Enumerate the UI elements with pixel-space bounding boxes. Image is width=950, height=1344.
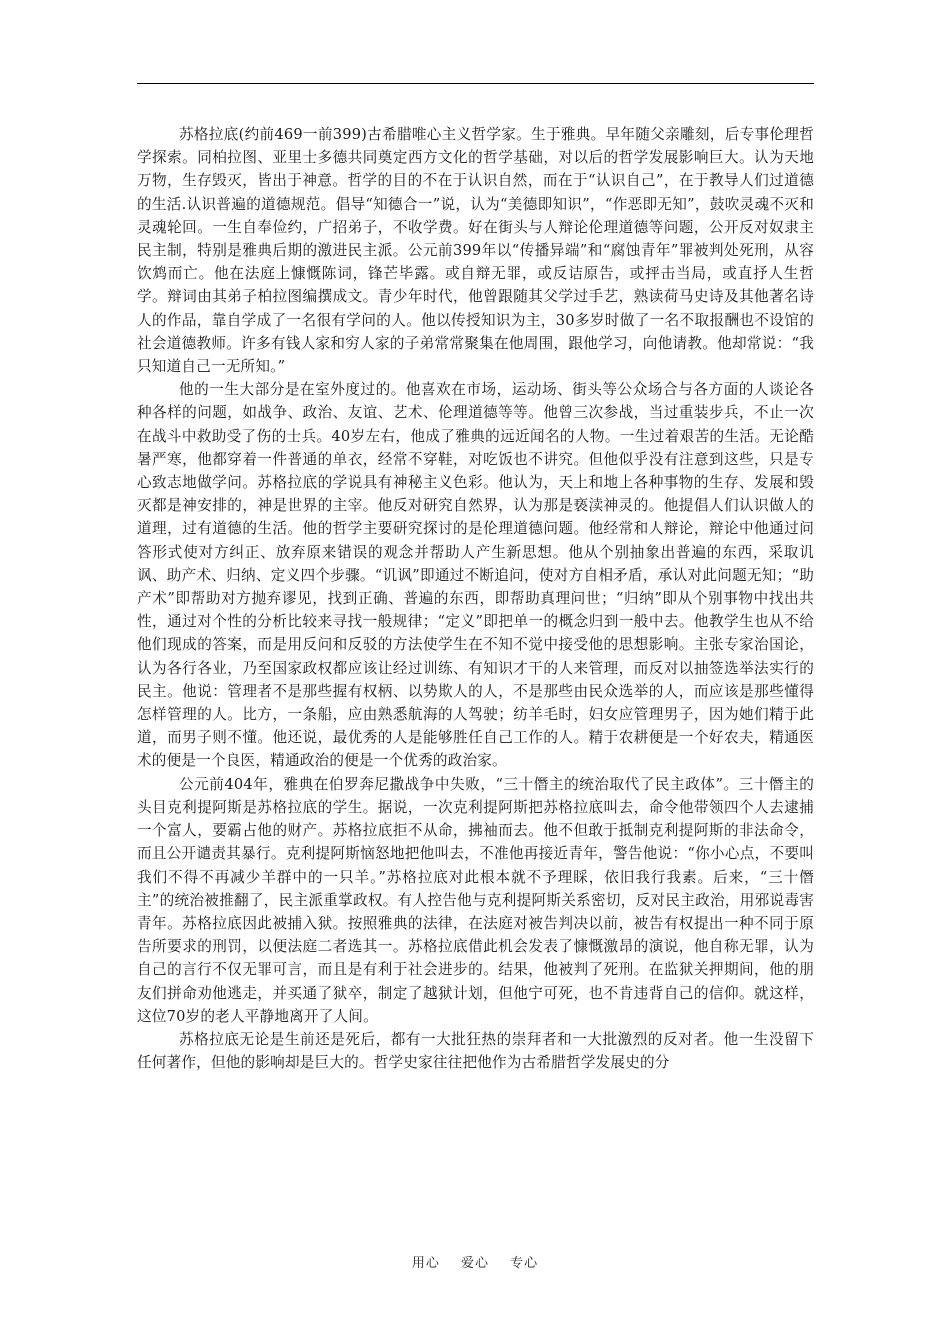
footer-item: 用心 <box>411 1256 440 1271</box>
paragraph: 苏格拉底(约前469一前399)古希腊唯心主义哲学家。生于雅典。早年随父亲雕刻，后专事伦理哲学探索。同柏拉图、亚里士多德共同奠定西方文化的哲学基础，对以后的哲学发展影响巨大。认为天地万物，生存毁灭，皆出于神意。哲学的目的不在于认识自然，而在于“认识自己”，在于教导人们过道德的生活.认识普遍的道德规范。倡导“知德合一”说，认为“美德即知识”，“作恶即无知”，鼓吹灵魂不灭和灵魂轮回。一生自奉俭约，广招弟子，不收学费。好在街头与人辩论伦理道德等问题，公开反对奴隶主民主制，特别是雅典后期的激进民主派。公元前399年以“传播异端”和“腐蚀青年”罪被判处死刑，从容饮鸩而亡。他在法庭上慷慨陈词，锋芒毕露。或自辩无罪，或反诘原告，或抨击当局，或直抒人生哲学。辩词由其弟子柏拉图编撰成文。青少年时代，他曾跟随其父学过手艺，熟读荷马史诗及其他著名诗人的作品，靠自学成了一名很有学问的人。他以传授知识为主，30多岁时做了一名不取报酬也不设馆的社会道德教师。许多有钱人家和穷人家的子弟常常聚集在他周围，跟他学习，向他请教。他却常说：“我只知道自己一无所知。” <box>137 126 814 376</box>
body-text <box>137 123 814 1074</box>
paragraph: 他的一生大部分是在室外度过的。他喜欢在市场，运动场、街头等公众场合与各方面的人谈论各种各样的问题，如战争、政治、友谊、艺术、伦理道德等等。他曾三次参战，当过重装步兵，不止一次在战斗中救助受了伤的士兵。40岁左右，他成了雅典的远近闻名的人物。一生过着艰苦的生活。无论酷暑严寒，他都穿着一件普通的单衣，经常不穿鞋，对吃饭也不讲究。但他似乎没有注意到这些，只是专心致志地做学问。苏格拉底的学说具有神秘主义色彩。他认为，天上和地上各种事物的生存、发展和毁灭都是神安排的，神是世界的主宰。他反对研究自然界，认为那是亵渎神灵的。他提倡人们认识做人的道理，过有道德的生活。他的哲学主要研究探讨的是伦理道德问题。他经常和人辩论，辩论中他通过问答形式使对方纠正、放弃原来错误的观念并帮助人产生新思想。他从个别抽象出普遍的东西，采取讥讽、助产术、归纳、定义四个步骤。“讥讽”即通过不断追问，使对方自相矛盾，承认对此问题无知；“助产术”即帮助对方抛弃谬见，找到正确、普遍的东西，即帮助真理问世；“归纳”即从个别事物中找出共性，通过对个性的分析比较来寻找一般规律；“定义”即把单一的概念归到一般中去。他教学生也从不给他们现成的答案，而是用反问和反驳的方法使学生在不知不觉中接受他的思想影响。主张专家治国论，认为各行各业，乃至国家政权都应该让经过训练、有知识才干的人来管理，而反对以抽签选举法实行的民主。他说：管理者不是那些握有权柄、以势欺人的人，不是那些由民众选举的人，而应该是那些懂得怎样管理的人。比方，一条船，应由熟悉航海的人驾驶；纺羊毛时，妇女应管理男子，因为她们精于此道，而男子则不懂。他还说，最优秀的人是能够胜任自己工作的人。精于农耕便是一个好农夫，精通医术的便是一个良医，精通政治的便是一个优秀的政治家。 <box>137 381 814 770</box>
footer-item: 专心 <box>510 1256 539 1271</box>
paragraph: 苏格拉底无论是生前还是死后，都有一大批狂热的崇拜者和一大批激烈的反对者。他一生没留下任何著作，但他的影响却是巨大的。哲学史家往往把他作为古希腊哲学发展史的分 <box>137 1030 814 1072</box>
footer-item: 爱心 <box>460 1256 489 1271</box>
paragraph: 公元前404年，雅典在伯罗奔尼撒战争中失败，“三十僭主的统治取代了民主政体”。三十僭主的头目克利提阿斯是苏格拉底的学生。据说，一次克利提阿斯把苏格拉底叫去，命令他带领四个人去逮捕一个富人，要霸占他的财产。苏格拉底拒不从命，拂袖而去。他不但敢于抵制克利提阿斯的非法命令，而且公开谴责其暴行。克利提阿斯恼怒地把他叫去，不准他再接近青年，警告他说：“你小心点，不要叫我们不得不再减少羊群中的一只羊。”苏格拉底对此根本就不予理睬，依旧我行我素。后来，“三十僭主”的统治被推翻了，民主派重掌政权。有人控告他与克利提阿斯关系密切，反对民主政治，用邪说毒害青年。苏格拉底因此被捕入狱。按照雅典的法律，在法庭对被告判决以前，被告有权提出一种不同于原告所要求的刑罚，以便法庭二者选其一。苏格拉底借此机会发表了慷慨激昂的演说，他自称无罪，认为自己的言行不仅无罪可言，而且是有利于社会进步的。结果，他被判了死刑。在监狱关押期间，他的朋友们拼命劝他逃走，并买通了狱卒，制定了越狱计划，但他宁可死，也不肯违背自己的信仰。就这样，这位70岁的老人平静地离开了人间。 <box>137 775 814 1025</box>
page-footer <box>0 1252 950 1271</box>
header-rule <box>137 83 814 84</box>
